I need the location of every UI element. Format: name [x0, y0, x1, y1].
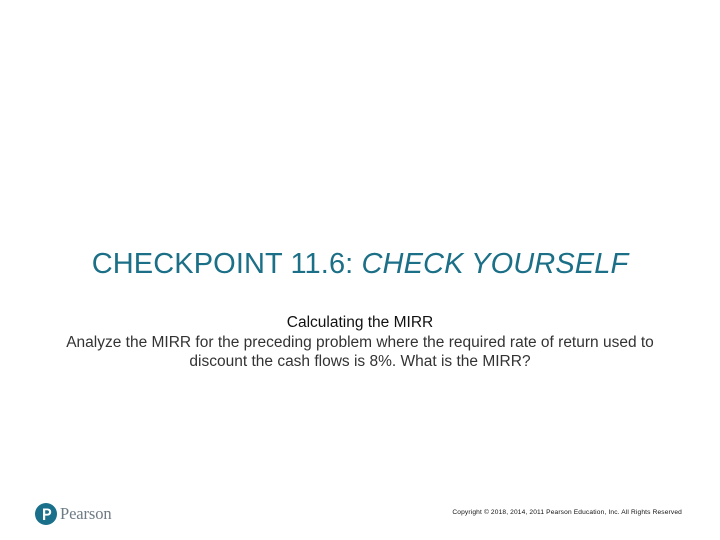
pearson-wordmark: Pearson	[60, 504, 112, 523]
pearson-logo	[35, 502, 112, 526]
slide-title	[0, 248, 720, 281]
slide-body-line-1: Analyze the MIRR for the preceding problem where the required rate of return used to	[66, 334, 654, 351]
slide-subtitle: Calculating the MIRR	[286, 314, 434, 331]
slide-body-line-2: discount the cash flows is 8%. What is the MIRR?	[189, 353, 531, 370]
slide-title-italic: CHECK YOURSELF	[361, 248, 629, 280]
pearson-p-icon	[35, 503, 57, 525]
slide-title-main: CHECKPOINT 11.6:	[91, 248, 362, 280]
slide-body	[40, 333, 680, 371]
copyright-notice: Copyright © 2018, 2014, 2011 Pearson Education, Inc. All Rights Reserved	[452, 509, 682, 516]
